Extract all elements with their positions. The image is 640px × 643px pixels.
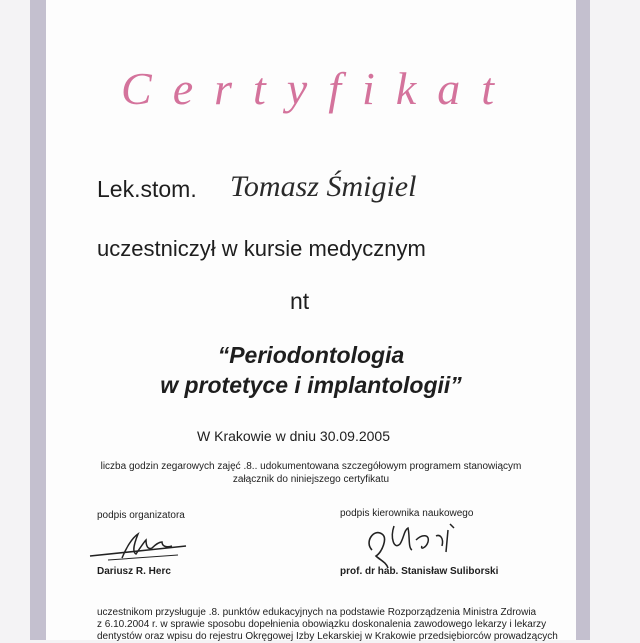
hours-line-1: liczba godzin zegarowych zajęć .8.. udokumentowana szczegółowym programem stanowiącym (100, 461, 522, 472)
organizer-label: podpis organizatora (97, 510, 185, 521)
hours-statement (46, 460, 576, 486)
organizer-signature (88, 524, 198, 566)
organizer-name: Dariusz R. Herc (97, 566, 171, 577)
course-title-line-1: “Periodontologia (217, 342, 405, 368)
scientific-signature (360, 516, 470, 570)
footer-line-3: dentystów oraz wpisu do rejestru Okręgowej Izby Lekarskiej w Krakowie przedsiębiorców prowadzących (97, 631, 558, 642)
footer-legal-text (97, 607, 558, 643)
footer-line-1: uczestnikom przysługuje .8. punktów edukacyjnych na podstawie Rozporządzenia Ministra Zdrowia (97, 607, 537, 618)
scientific-label: podpis kierownika naukowego (340, 508, 474, 519)
certificate-title: Certyfikat (121, 63, 515, 114)
place-date: W Krakowie w dniu 30.09.2005 (197, 428, 390, 444)
footer-line-2: z 6.10.2004 r. w sprawie sposobu dopełnienia obowiązku doskonalenia zawodowego lekarzy i lekarzy (97, 619, 547, 630)
topic-prefix: nt (290, 288, 310, 314)
right-border-band (576, 0, 590, 640)
hours-line-2: załącznik do niniejszego certyfikatu (232, 474, 390, 485)
recipient-name: Tomasz Śmigiel (230, 170, 417, 203)
left-border-band (30, 0, 46, 640)
course-title (46, 340, 576, 400)
scientific-name: prof. dr hab. Stanisław Suliborski (340, 566, 499, 577)
course-title-line-2: w protetyce i implantologii” (160, 372, 462, 398)
participation-line: uczestniczył w kursie medycznym (97, 236, 426, 261)
recipient-prefix: Lek.stom. (97, 176, 197, 202)
